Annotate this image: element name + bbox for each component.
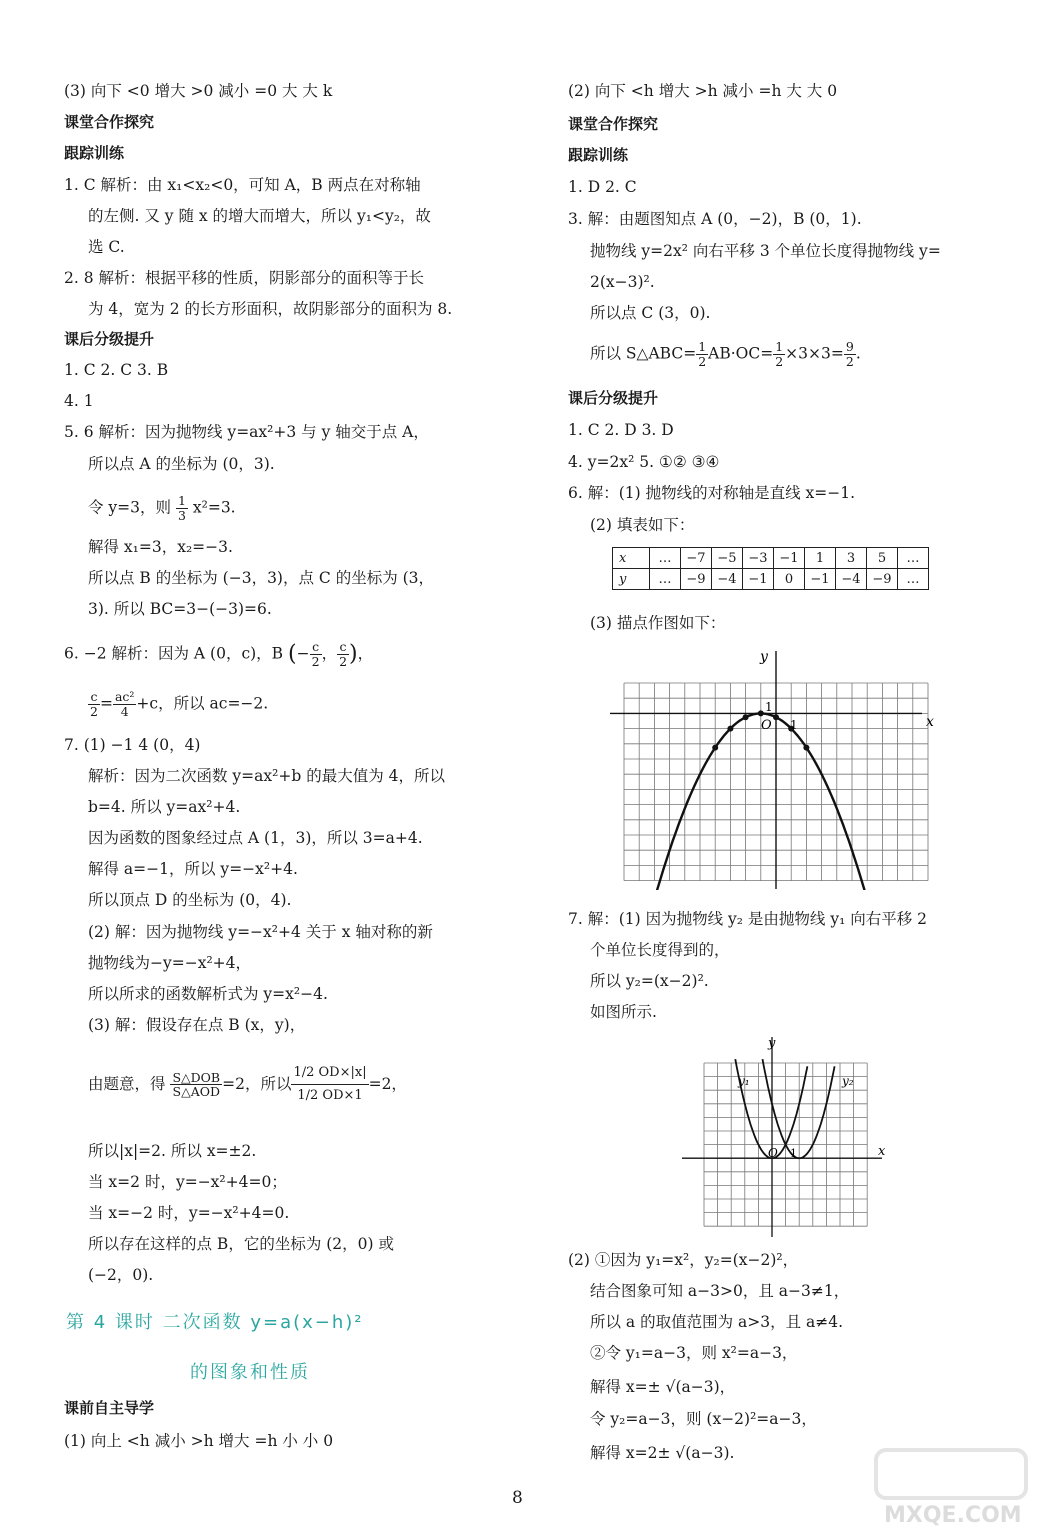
table-cell: … bbox=[898, 548, 929, 569]
numerator: c bbox=[337, 640, 349, 655]
table-cell: −1 bbox=[743, 569, 774, 590]
text-line: 当 x=2 时，y=−x²+4=0； bbox=[88, 1173, 287, 1191]
heading-genzong: 跟踪训练 bbox=[568, 146, 629, 164]
tick-label: 1 bbox=[790, 1147, 797, 1160]
origin-label: O bbox=[768, 1146, 778, 1160]
text-line: 7. 解：(1) 因为抛物线 y₂ 是由抛物线 y₁ 向右平移 2 bbox=[568, 910, 928, 928]
heading-ketang: 课堂合作探究 bbox=[568, 115, 659, 133]
watermark-text: MXQE.COM bbox=[884, 1503, 1022, 1528]
heading-kehou: 课后分级提升 bbox=[64, 330, 155, 348]
watermark-logo bbox=[872, 1446, 1032, 1528]
area-line bbox=[590, 340, 861, 369]
heading-keqian: 课前自主导学 bbox=[64, 1399, 155, 1417]
text-line: 所以所求的函数解析式为 y=x²−4. bbox=[88, 985, 328, 1003]
numerator: 9 bbox=[845, 339, 854, 354]
text-line: (2) 填表如下： bbox=[590, 516, 695, 534]
text-line: 解得 x=2± √(a−3). bbox=[590, 1444, 735, 1462]
text-line: 所以顶点 D 的坐标为 (0，4). bbox=[88, 891, 292, 909]
table-cell: … bbox=[898, 569, 929, 590]
plot-point bbox=[712, 745, 718, 751]
text-line: (3) 解：假设存在点 B (x，y)， bbox=[88, 1016, 306, 1034]
numerator: S△DOB bbox=[172, 1069, 221, 1085]
tick-label-y: 1 bbox=[765, 700, 773, 714]
x-axis-label: x bbox=[878, 1144, 886, 1159]
text-line: 所以 y₂=(x−2)². bbox=[590, 972, 709, 990]
text-line: 令 y₂=a−3，则 (x−2)²=a−3， bbox=[590, 1410, 817, 1428]
y-axis-label: y bbox=[768, 1036, 776, 1051]
origin-label: O bbox=[761, 718, 772, 733]
ratio-mid: =2，所以 bbox=[222, 1074, 292, 1093]
plot-point bbox=[743, 714, 749, 720]
fraction bbox=[113, 690, 136, 719]
text-line: 个单位长度得到的， bbox=[590, 941, 730, 959]
fraction bbox=[696, 340, 708, 369]
text-line: 为 4，宽为 2 的长方形面积，故阴影部分的面积为 8. bbox=[88, 300, 453, 318]
text-line: 6. 解：(1) 抛物线的对称轴是直线 x=−1. bbox=[568, 484, 856, 502]
numerator: 1 bbox=[177, 493, 186, 508]
text-line: 4. y=2x² 5. ①② ③④ bbox=[568, 453, 720, 471]
numerator: 1/2 OD×|x| bbox=[291, 1062, 368, 1085]
answer-3: (3) 向下 <0 增大 >0 减小 =0 大 大 k bbox=[64, 82, 333, 100]
fraction bbox=[176, 494, 188, 523]
text-line: 4. 1 bbox=[64, 392, 94, 410]
text-line: 解得 a=−1，所以 y=−x²+4. bbox=[88, 860, 298, 878]
table-cell: −9 bbox=[681, 569, 712, 590]
area-prefix: 所以 S△ABC= bbox=[590, 344, 697, 363]
table-cell: x bbox=[613, 548, 650, 569]
numerator: ac² bbox=[114, 689, 135, 704]
text-line: 的左侧. 又 y 随 x 的增大而增大，所以 y₁<y₂，故 bbox=[88, 207, 431, 225]
fraction bbox=[844, 340, 856, 369]
text-line: 1. C 2. C 3. B bbox=[64, 361, 169, 379]
numerator: 1 bbox=[775, 339, 784, 354]
text-line: 所以存在这样的点 B，它的坐标为 (2，0) 或 bbox=[88, 1235, 394, 1253]
parabola-curve bbox=[636, 713, 882, 890]
page-number: 8 bbox=[512, 1488, 523, 1508]
text-line: 2. 8 解析：根据平移的性质，阴影部分的面积等于长 bbox=[64, 269, 425, 287]
text-line: 抛物线为−y=−x²+4， bbox=[88, 954, 252, 972]
text-line: 所以点 A 的坐标为 (0，3). bbox=[88, 455, 275, 473]
area-mid2: ×3×3= bbox=[785, 344, 844, 363]
table-cell: −9 bbox=[867, 569, 898, 590]
ling-prefix: 令 y=3，则 bbox=[88, 498, 172, 517]
text-line: 解析：因为二次函数 y=ax²+b 的最大值为 4，所以 bbox=[88, 767, 445, 785]
text-line: 1. C 2. D 3. D bbox=[568, 421, 674, 439]
table-cell: −4 bbox=[836, 569, 867, 590]
text-line: 3). 所以 BC=3−(−3)=6. bbox=[88, 600, 272, 618]
section-title: 第 4 课时 二次函数 y=a(x−h)² bbox=[66, 1312, 364, 1333]
text-line: 抛物线 y=2x² 向右平移 3 个单位长度得抛物线 y= bbox=[590, 242, 941, 260]
parabola-graph-2 bbox=[682, 1033, 892, 1238]
text-line: (2) 解：因为抛物线 y=−x²+4 关于 x 轴对称的新 bbox=[88, 923, 433, 941]
table-cell: −1 bbox=[774, 548, 805, 569]
ling-suffix: x²=3. bbox=[192, 498, 236, 517]
text-line: 所以|x|=2. 所以 x=±2. bbox=[88, 1142, 257, 1160]
table-cell: 5 bbox=[867, 548, 898, 569]
text-line: 所以点 B 的坐标为 (−3，3)，点 C 的坐标为 (3， bbox=[88, 569, 435, 587]
answer-2: (2) 向下 <h 增大 >h 减小 =h 大 大 0 bbox=[568, 82, 838, 100]
text-line: 结合图象可知 a−3>0，且 a−3≠1， bbox=[590, 1282, 850, 1300]
parabola-graph-1 bbox=[610, 645, 940, 890]
text-line: 因为函数的图象经过点 A (1，3)，所以 3=a+4. bbox=[88, 829, 423, 847]
table-cell: −4 bbox=[712, 569, 743, 590]
table-cell: 3 bbox=[836, 548, 867, 569]
value-table bbox=[612, 547, 929, 590]
fraction bbox=[88, 690, 100, 719]
table-row-x bbox=[613, 548, 929, 569]
numerator: c bbox=[88, 690, 100, 705]
denominator: 4 bbox=[120, 703, 129, 719]
text-line: 7. (1) −1 4 (0，4) bbox=[64, 736, 201, 754]
denominator: 2 bbox=[775, 353, 784, 369]
fraction bbox=[310, 640, 322, 669]
table-cell: y bbox=[613, 569, 650, 590]
table-cell: … bbox=[650, 569, 681, 590]
table-cell: 1 bbox=[805, 548, 836, 569]
text-line: 所以点 C (3，0). bbox=[590, 304, 711, 322]
text-line: (−2，0). bbox=[88, 1266, 154, 1284]
numerator: c bbox=[310, 640, 322, 655]
text-line: 2(x−3)². bbox=[590, 273, 655, 291]
heading-genzong: 跟踪训练 bbox=[64, 144, 125, 162]
denominator: S△AOD bbox=[172, 1084, 221, 1100]
grid bbox=[610, 651, 928, 889]
heading-ketang: 课堂合作探究 bbox=[64, 113, 155, 131]
table-cell: −7 bbox=[681, 548, 712, 569]
text-line: 解得 x₁=3，x₂=−3. bbox=[88, 538, 233, 556]
denominator: 2 bbox=[698, 353, 707, 369]
denominator: 2 bbox=[90, 703, 98, 719]
denominator: 3 bbox=[177, 507, 186, 523]
curve-label-y1: y₁ bbox=[738, 1074, 750, 1088]
text-line: 解得 x=± √(a−3)， bbox=[590, 1378, 736, 1396]
text-line: 如图所示. bbox=[590, 1003, 657, 1021]
heading-kehou: 课后分级提升 bbox=[568, 389, 659, 407]
table-cell: −3 bbox=[743, 548, 774, 569]
text-line: 所以 a 的取值范围为 a>3，且 a≠4. bbox=[590, 1313, 844, 1331]
fraction bbox=[291, 1062, 368, 1108]
text-line: 当 x=−2 时，y=−x²+4=0. bbox=[88, 1204, 290, 1222]
area-mid: AB·OC= bbox=[708, 344, 774, 363]
table-cell: −5 bbox=[712, 548, 743, 569]
ratio-tail: =2， bbox=[368, 1074, 407, 1093]
ling-line bbox=[88, 494, 236, 523]
text-line: (2) ①因为 y₁=x²，y₂=(x−2)²， bbox=[568, 1251, 799, 1269]
q6-line-2: $\frac{c}{2}$ = $\frac{\text{ac²}}{4}$ +c，所以 ac=−2. bbox=[90, 689, 269, 719]
text-line: 3. 解：由题图知点 A (0，−2)，B (0，1). bbox=[568, 210, 862, 228]
fraction bbox=[773, 340, 785, 369]
text-line: b=4. 所以 y=ax²+4. bbox=[88, 798, 241, 816]
text-line: 选 C. bbox=[88, 238, 125, 256]
denominator: 1/2 OD×1 bbox=[297, 1088, 363, 1104]
text-line: 5. 6 解析：因为抛物线 y=ax²+3 与 y 轴交于点 A， bbox=[64, 423, 429, 441]
denominator: 2 bbox=[845, 353, 854, 369]
ratio-prefix: 由题意，得 bbox=[88, 1074, 166, 1093]
q6-line: 6. −2 解析：因为 A (0，c)，B (− $\frac{c}{2}$ ， $\frac{c}{2}$ )， bbox=[64, 639, 374, 669]
fraction bbox=[170, 1071, 222, 1100]
tick-label-x: 1 bbox=[790, 718, 798, 732]
table-cell: −1 bbox=[805, 569, 836, 590]
denominator: 2 bbox=[339, 653, 348, 669]
text-line: (1) 向上 <h 减小 >h 增大 =h 小 小 0 bbox=[64, 1432, 334, 1450]
text-line: (3) 描点作图如下： bbox=[590, 614, 726, 632]
text-line: ②令 y₁=a−3，则 x²=a−3， bbox=[590, 1344, 798, 1362]
y-axis-label: y bbox=[760, 649, 768, 665]
table-row-y bbox=[613, 569, 929, 590]
plot-point bbox=[758, 710, 764, 716]
area-tail: . bbox=[855, 344, 861, 363]
table-cell: 0 bbox=[774, 569, 805, 590]
x-axis-label: x bbox=[926, 714, 934, 730]
denominator: 2 bbox=[311, 653, 320, 669]
numerator: 1 bbox=[698, 339, 707, 354]
fraction bbox=[337, 640, 349, 669]
ratio-line bbox=[88, 1062, 407, 1108]
section-title-2: 的图象和性质 bbox=[190, 1362, 310, 1383]
plot-point bbox=[727, 726, 733, 732]
q6-text: 6. −2 解析：因为 A (0，c)，B bbox=[64, 644, 284, 663]
plot-point bbox=[773, 714, 779, 720]
q6-tail: +c，所以 ac=−2. bbox=[136, 694, 269, 713]
plot-point bbox=[803, 745, 809, 751]
table-cell: … bbox=[650, 548, 681, 569]
curve-label-y2: y₂ bbox=[842, 1074, 854, 1088]
text-line: 1. D 2. C bbox=[568, 178, 637, 196]
text-line: 1. C 解析：由 x₁<x₂<0，可知 A，B 两点在对称轴 bbox=[64, 176, 421, 194]
